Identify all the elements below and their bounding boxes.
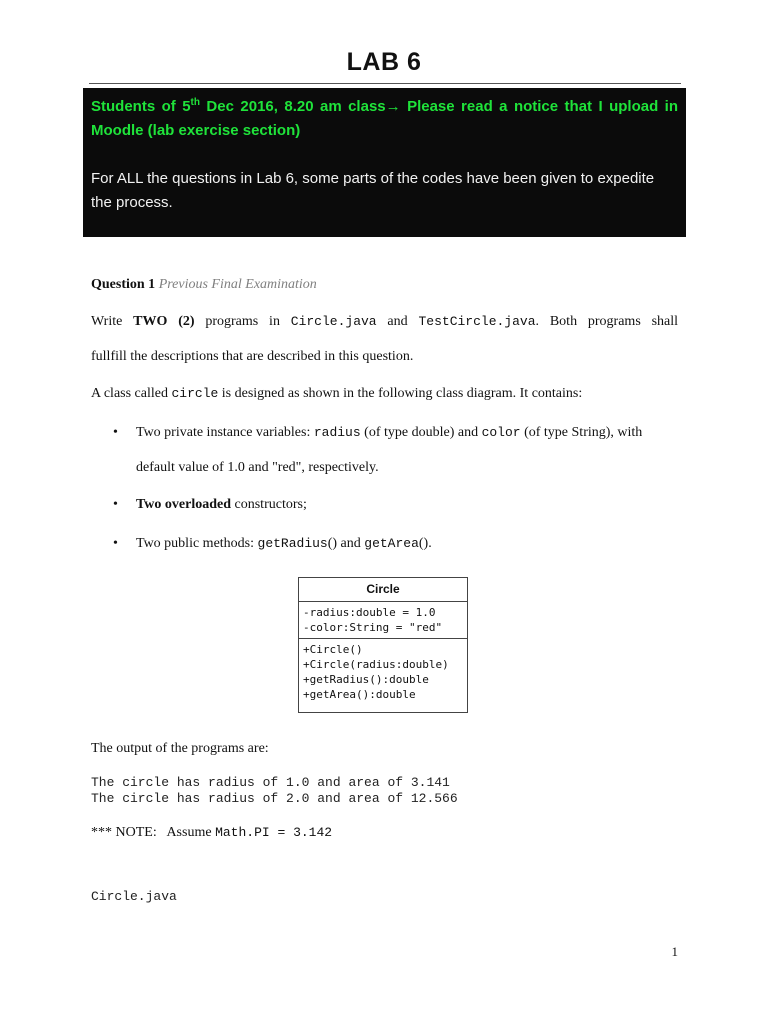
bullet-3: Two public methods: getRadius() and getArea(). <box>136 536 432 551</box>
uml-attribute: -color:String = "red" <box>303 621 443 634</box>
question-heading <box>91 275 678 295</box>
notice-text: For ALL the questions in Lab 6, some parts of the codes have been given to expedite the process. <box>91 170 655 211</box>
output-line: The circle has radius of 1.0 and area of 3.141 <box>91 775 450 790</box>
uml-method: +Circle() <box>303 643 363 656</box>
page-title: LAB 6 <box>346 48 422 76</box>
uml-class-name: Circle <box>299 578 467 602</box>
paragraph-1b: fullfill the descriptions that are described in this question. <box>91 349 414 364</box>
notice-box <box>83 88 686 237</box>
uml-method: +Circle(radius:double) <box>303 658 449 671</box>
uml-methods <box>299 639 467 702</box>
bullet-dot: • <box>113 425 118 440</box>
paragraph-1: Write TWO (2) programs in Circle.java and TestCircle.java. Both programs shall <box>91 314 679 329</box>
question-label: Question 1 <box>91 277 156 292</box>
uml-attribute: -radius:double = 1.0 <box>303 606 436 619</box>
uml-class-diagram <box>298 577 468 713</box>
page-number: 1 <box>671 944 678 959</box>
output-line: The circle has radius of 2.0 and area of 12.566 <box>91 791 458 806</box>
arrow-icon: → <box>385 98 401 115</box>
bullet-1: Two private instance variables: radius (of type double) and color (of type String), with <box>136 425 643 440</box>
bullet-1-line2: default value of 1.0 and "red", respectively. <box>136 460 379 475</box>
uml-method: +getRadius():double <box>303 673 429 686</box>
bullet-dot: • <box>113 536 118 551</box>
title-rule <box>89 83 681 84</box>
bullet-dot: • <box>113 497 118 512</box>
question-subtitle: Previous Final Examination <box>158 277 317 292</box>
notice-highlight: Students of 5th Dec 2016, 8.20 am class→ Please read a notice that I upload in Moodle (lab exercise section) <box>91 97 678 139</box>
file-label: Circle.java <box>91 889 177 904</box>
bullet-2: Two overloaded constructors; <box>136 497 307 512</box>
note: *** NOTE: Assume Math.PI = 3.142 <box>91 825 333 840</box>
output-heading: The output of the programs are: <box>91 741 269 756</box>
paragraph-2: A class called circle is designed as shown in the following class diagram. It contains: <box>91 386 583 401</box>
uml-attributes <box>299 602 467 639</box>
uml-method: +getArea():double <box>303 688 416 701</box>
